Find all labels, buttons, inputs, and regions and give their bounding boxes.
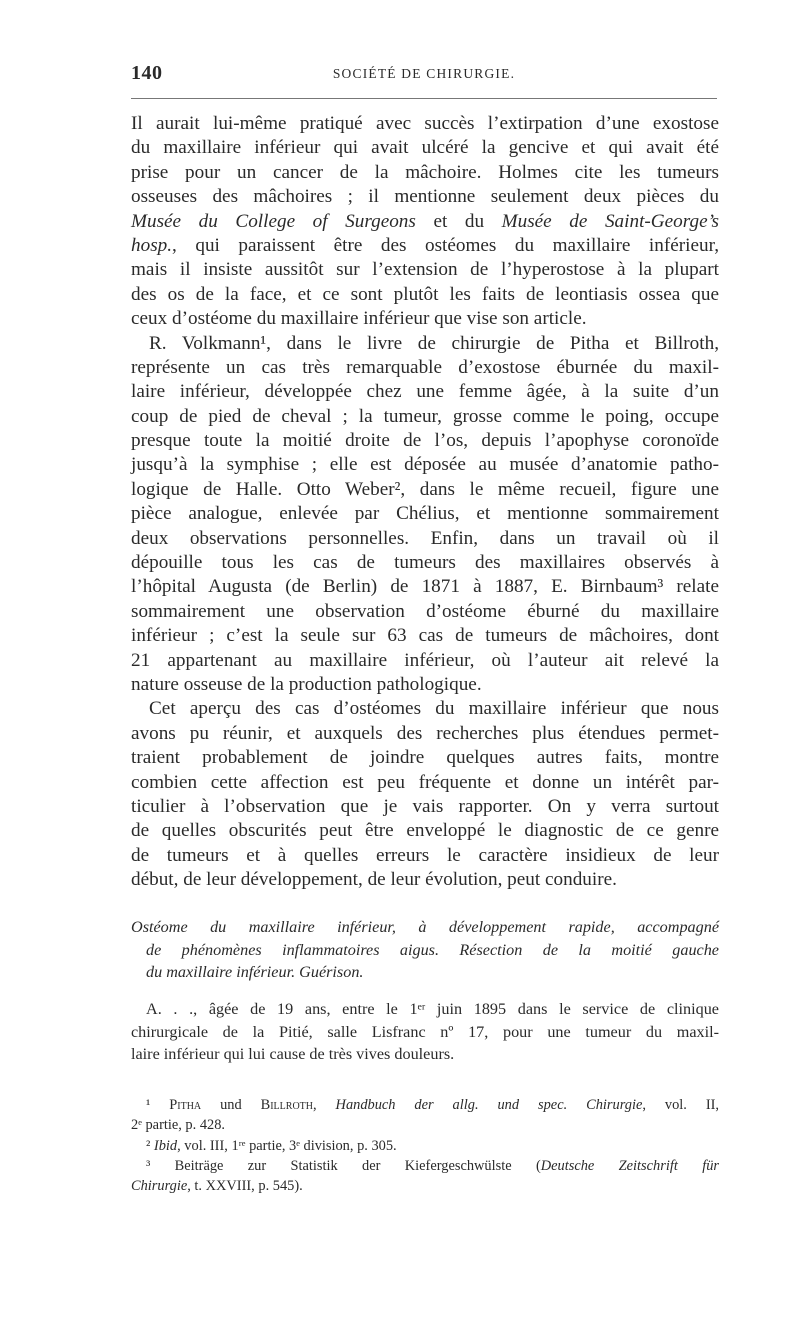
text-line: jusqu’à la symphise ; elle est déposée au musée d’anatomie patho- bbox=[131, 454, 719, 476]
footnote-line: ² Ibid, vol. III, 1ʳᵉ partie, 3ᵉ division, p. 305. bbox=[146, 1137, 397, 1154]
text-line: de quelles obscurités peut être enveloppé le diagnostic de ce genre bbox=[131, 820, 719, 842]
text-line: combien cette affection est peu fréquente et donne un intérêt par- bbox=[131, 771, 719, 793]
text-line: traient probablement de joindre quelques autres faits, montre bbox=[131, 747, 719, 769]
text-line: logique de Halle. Otto Weber², dans le même recueil, figure une bbox=[131, 478, 719, 500]
text-line: laire inférieur, développée chez une femme âgée, à la suite d’un bbox=[131, 381, 719, 403]
text-line: ticulier à l’observation que je vais rapporter. On y verra surtout bbox=[131, 795, 719, 817]
footnote-line: ¹ Pitha und Billroth, Handbuch der allg. und spec. Chirurgie, vol. II, bbox=[146, 1097, 720, 1113]
text-line: Cet aperçu des cas d’ostéomes du maxillaire inférieur que nous bbox=[149, 698, 719, 720]
running-head: SOCIÉTÉ DE CHIRURGIE. bbox=[332, 66, 516, 81]
text-line: l’hôpital Augusta (de Berlin) de 1871 à 1887, E. Birnbaum³ relate bbox=[131, 576, 719, 598]
case-body-line: chirurgicale de la Pitié, salle Lisfranc nº 17, pour une tumeur du maxil- bbox=[131, 1022, 719, 1041]
footnote-line: ³ Beiträge zur Statistik der Kiefergeschwülste (Deutsche Zeitschrift für bbox=[146, 1157, 719, 1174]
footnote-2 bbox=[131, 1136, 719, 1156]
paragraph-2 bbox=[131, 332, 719, 698]
text-line-italic-refs: Musée du College of Surgeons et du Musée de Saint-George’s bbox=[131, 210, 719, 232]
header-rule bbox=[131, 98, 717, 99]
text-line: début, de leur développement, de leur évolution, peut conduire. bbox=[131, 869, 617, 891]
text-line: représente un cas très remarquable d’exostose éburnée du maxil- bbox=[131, 356, 719, 378]
text-line: nature osseuse de la production pathologique. bbox=[131, 673, 482, 695]
case-body-line: A. . ., âgée de 19 ans, entre le 1ᵉʳ juin 1895 dans le service de clinique bbox=[146, 1000, 719, 1018]
case-title-line: Ostéome du maxillaire inférieur, à développement rapide, accompagné bbox=[131, 918, 719, 936]
text-line: presque toute la moitié droite de l’os, depuis l’apophyse coronoïde bbox=[131, 430, 719, 452]
case-title bbox=[131, 916, 719, 984]
text-line: 21 appartenant au maxillaire inférieur, où l’auteur ait relevé la bbox=[131, 649, 719, 671]
case-title-line: du maxillaire inférieur. Guérison. bbox=[146, 963, 364, 982]
text-line: mais il insiste aussitôt sur l’extension de l’hyperostose à la plupart bbox=[131, 259, 719, 281]
paragraph-3 bbox=[131, 697, 719, 892]
body-text bbox=[131, 112, 719, 893]
page-number: 140 bbox=[131, 62, 163, 84]
text-line: coup de pied de cheval ; la tumeur, grosse comme le poing, occupe bbox=[131, 405, 719, 427]
text-line: pièce analogue, enlevée par Chélius, et mentionne sommairement bbox=[131, 503, 719, 525]
text-line: des os de la face, et ce sont plutôt les faits de leontiasis ossea que bbox=[131, 283, 719, 305]
text-line: inférieur ; c’est la seule sur 63 cas de tumeurs de mâchoires, dont bbox=[131, 625, 719, 647]
case-body bbox=[131, 998, 719, 1066]
case-title-line: de phénomènes inflammatoires aigus. Résection de la moitié gauche bbox=[146, 940, 719, 959]
text-line: avons pu réunir, et auxquels des recherches plus étendues permet- bbox=[131, 722, 719, 744]
text-line: ceux d’ostéome du maxillaire inférieur que vise son article. bbox=[131, 308, 587, 330]
footnote-1 bbox=[131, 1095, 719, 1136]
text-line: deux observations personnelles. Enfin, dans un travail où il bbox=[131, 527, 719, 549]
text-line: osseuses des mâchoires ; il mentionne seulement deux pièces du bbox=[131, 186, 719, 208]
text-line: dépouille tous les cas de tumeurs des maxillaires observés à bbox=[131, 552, 719, 574]
case-body-line: laire inférieur qui lui cause de très vives douleurs. bbox=[131, 1045, 455, 1064]
text-line: hosp., qui paraissent être des ostéomes du maxillaire inférieur, bbox=[131, 234, 719, 256]
text-line: R. Volkmann¹, dans le livre de chirurgie de Pitha et Billroth, bbox=[149, 332, 719, 354]
text-line: du maxillaire inférieur qui avait ulcéré la gencive et qui avait été bbox=[131, 137, 719, 159]
text-line: de tumeurs et à quelles erreurs le caractère insidieux de leur bbox=[131, 844, 719, 866]
footnote-line: 2ᵉ partie, p. 428. bbox=[131, 1117, 226, 1134]
text-line: Il aurait lui-même pratiqué avec succès l’extirpation d’une exostose bbox=[131, 113, 719, 134]
page-header bbox=[131, 60, 717, 90]
text-line: prise pour un cancer de la mâchoire. Holmes cite les tumeurs bbox=[131, 161, 719, 183]
text-line: sommairement une observation d’ostéome éburné du maxillaire bbox=[131, 600, 719, 622]
paragraph-1 bbox=[131, 112, 719, 332]
footnote-line: Chirurgie, t. XXVIII, p. 545). bbox=[131, 1178, 303, 1195]
footnotes bbox=[131, 1095, 719, 1196]
footnote-3 bbox=[131, 1156, 719, 1197]
